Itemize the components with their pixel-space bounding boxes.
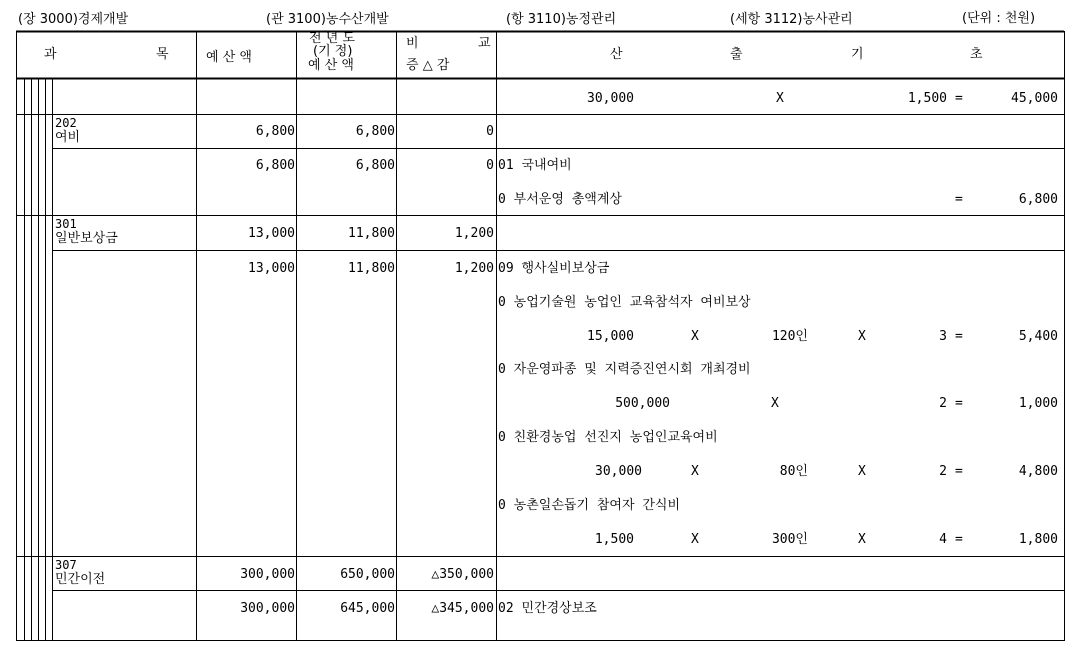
r301d-diff: 1,200 (454, 261, 494, 276)
r301d-s1-total: 5,400 (1018, 329, 1058, 344)
section-label: (관 3100)농수산개발 (266, 12, 389, 27)
header-subject-a: 과 (44, 47, 57, 62)
r307-prev: 650,000 (340, 567, 395, 582)
header-subject-b: 목 (156, 47, 169, 62)
r307d-item: 02 민간경상보조 (498, 601, 597, 616)
r301d-s2-x1: X (771, 396, 779, 411)
r301-prev: 11,800 (348, 226, 395, 241)
r301-diff: 1,200 (454, 226, 494, 241)
r301d-s2-c: 2 (939, 396, 947, 411)
r301d-s1-x2: X (858, 329, 866, 344)
r301-name: 일반보상금 (55, 231, 118, 246)
r307-code: 307 (55, 558, 77, 572)
r301d-s2-total: 1,000 (1018, 396, 1058, 411)
r202d-total: 6,800 (1018, 192, 1058, 207)
r0-calc-eq: = (955, 91, 963, 106)
r307d-prev: 645,000 (340, 601, 395, 616)
r301d-s4: 0 농촌일손돕기 참여자 간식비 (498, 498, 681, 513)
r202d-budget: 6,800 (255, 158, 295, 173)
r301d-s3-b: 80인 (779, 464, 808, 479)
r0-calc-b: 1,500 (907, 91, 947, 106)
r301d-s3-a: 30,000 (595, 464, 642, 479)
r301d-s3-eq: = (955, 464, 963, 479)
r301d-s3-total: 4,800 (1018, 464, 1058, 479)
header-prev-2: (기 정) (313, 44, 353, 59)
r202-prev: 6,800 (355, 124, 395, 139)
r301d-s1-eq: = (955, 329, 963, 344)
r301d-item: 09 행사실비보상금 (498, 261, 610, 276)
r307-diff: △350,000 (431, 567, 494, 582)
r0-calc-x: X (776, 91, 784, 106)
header-calc-4: 초 (970, 47, 983, 62)
r301d-s1-c: 3 (939, 329, 947, 344)
subitem-label: (세항 3112)농사관리 (730, 12, 853, 27)
r301d-s4-x2: X (858, 532, 866, 547)
header-budget: 예 산 액 (206, 50, 252, 65)
header-cmp-1b: 교 (478, 36, 491, 51)
r202d-eq: = (955, 192, 963, 207)
r202-name: 여비 (55, 130, 81, 145)
r301d-s2-eq: = (955, 396, 963, 411)
r202d-prev: 6,800 (355, 158, 395, 173)
r301d-s2-a: 500,000 (615, 396, 670, 411)
r307d-diff: △345,000 (431, 601, 494, 616)
r301d-s4-eq: = (955, 532, 963, 547)
r202-budget: 6,800 (255, 124, 295, 139)
r301d-s1: 0 농업기술원 농업인 교육참석자 여비보상 (498, 295, 751, 310)
header-prev-1: 전 년 도 (309, 31, 355, 46)
r0-calc-a: 30,000 (587, 91, 634, 106)
r202-code: 202 (55, 116, 77, 130)
r301d-s4-a: 1,500 (594, 532, 634, 547)
r301d-s4-total: 1,800 (1018, 532, 1058, 547)
r301d-s3-x1: X (691, 464, 699, 479)
header-cmp-1a: 비 (406, 36, 419, 51)
header-calc-2: 출 (730, 47, 743, 62)
chapter-label: (장 3000)경제개발 (18, 12, 129, 27)
r301-code: 301 (55, 217, 77, 231)
r202d-diff: 0 (486, 158, 494, 173)
r301d-prev: 11,800 (348, 261, 395, 276)
r301d-s1-a: 15,000 (587, 329, 634, 344)
r0-calc-total: 45,000 (1011, 91, 1058, 106)
r307-budget: 300,000 (240, 567, 295, 582)
r301d-s2: 0 자운영파종 및 지력증진연시회 개최경비 (498, 362, 751, 377)
header-calc-1: 산 (610, 47, 623, 62)
header-prev-3: 예 산 액 (308, 58, 354, 73)
r301d-s3: 0 친환경농업 선진지 농업인교육여비 (498, 430, 718, 445)
item-label: (항 3110)농정관리 (506, 12, 617, 27)
r202d-item: 01 국내여비 (498, 158, 572, 173)
r301-budget: 13,000 (248, 226, 295, 241)
r301d-s1-b: 120인 (771, 329, 808, 344)
r301d-s1-x1: X (691, 329, 699, 344)
r301d-s4-c: 4 (939, 532, 947, 547)
unit-label: (단위 : 천원) (962, 11, 1036, 26)
r307-name: 민간이전 (55, 572, 106, 587)
r202d-sub: 0 부서운영 총액계상 (498, 192, 622, 207)
header-cmp-2: 증 △ 감 (406, 58, 450, 73)
r301d-s4-b: 300인 (771, 532, 808, 547)
r307d-budget: 300,000 (240, 601, 295, 616)
r301d-s3-c: 2 (939, 464, 947, 479)
r301d-s4-x1: X (691, 532, 699, 547)
r202-diff: 0 (486, 124, 494, 139)
r301d-budget: 13,000 (248, 261, 295, 276)
r301d-s3-x2: X (858, 464, 866, 479)
header-calc-3: 기 (851, 47, 864, 62)
